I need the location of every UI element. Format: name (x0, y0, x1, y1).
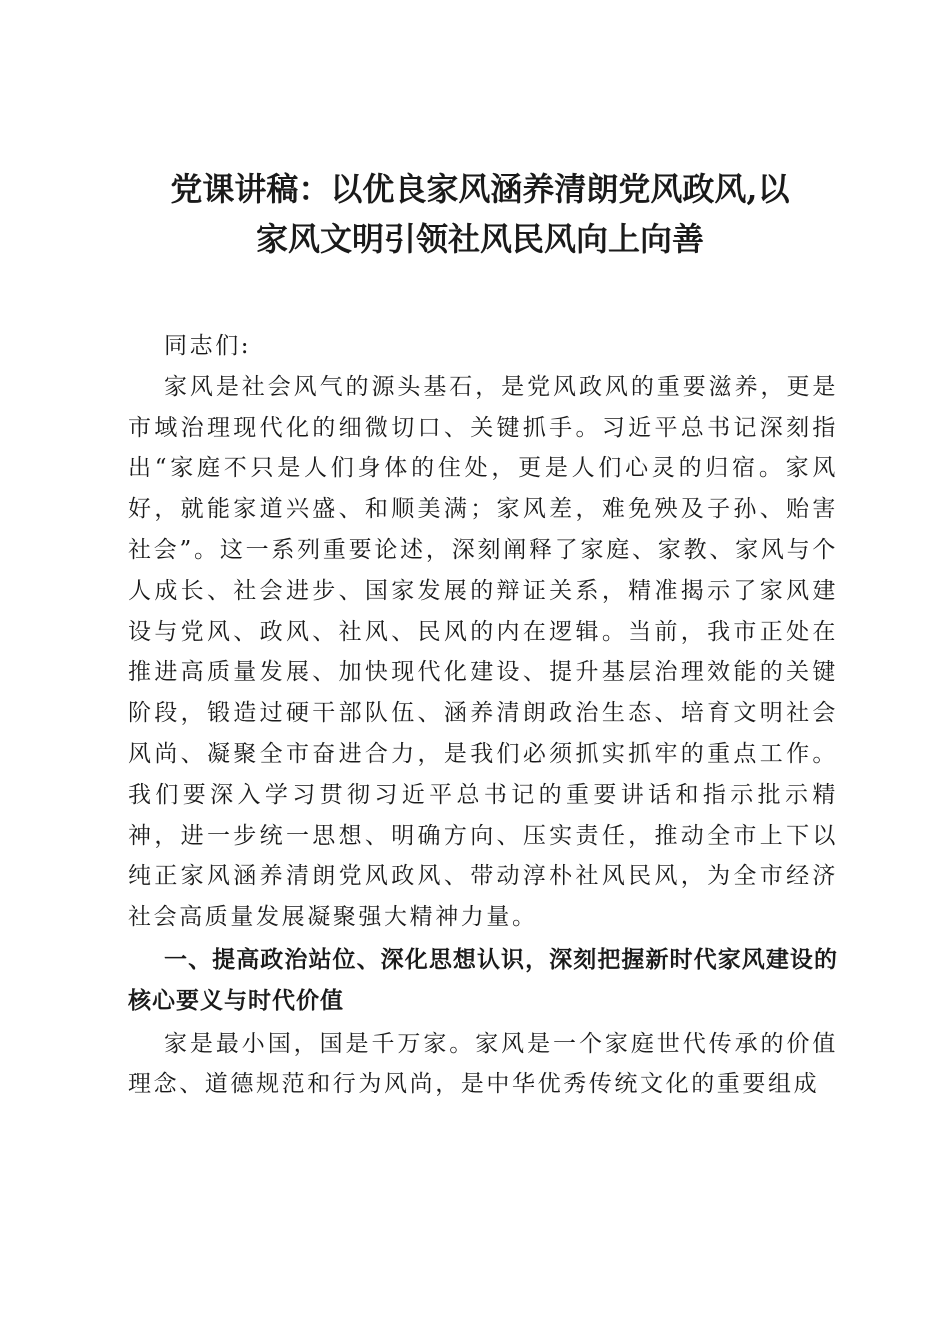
title-line-1: 党课讲稿：以优良家风涵养清朗党风政风,以 (170, 170, 790, 208)
document-body (128, 326, 838, 1105)
salutation: 同志们: (164, 333, 252, 359)
section-heading-1: 一、提高政治站位、深化思想认识，深刻把握新时代家风建设的核心要义与时代价值 (128, 946, 838, 1014)
paragraph-section-1: 家是最小国，国是千万家。家风是一个家庭世代传承的价值理念、道德规范和行为风尚，是中华优秀传统文化的重要组成 (128, 1030, 838, 1098)
document-title (100, 164, 860, 264)
title-line-2: 家风文明引领社风民风向上向善 (255, 220, 704, 258)
paragraph-intro: 家风是社会风气的源头基石，是党风政风的重要滋养，更是市域治理现代化的细微切口、关键抓手。习近平总书记深刻指出“家庭不只是人们身体的住处，更是人们心灵的归宿。家风好，就能家道兴盛、和顺美满；家风差，难免殃及子孙、贻害社会”。这一系列重要论述，深刻阐释了家庭、家教、家风与个人成长、社会进步、国家发展的辩证关系，精准揭示了家风建设与党风、政风、社风、民风的内在逻辑。当前，我市正处在推进高质量发展、加快现代化建设、提升基层治理效能的关键阶段，锻造过硬干部队伍、涵养清朗政治生态、培育文明社会风尚、凝聚全市奋进合力，是我们必须抓实抓牢的重点工作。我们要深入学习贯彻习近平总书记的重要讲话和指示批示精神，进一步统一思想、明确方向、压实责任，推动全市上下以纯正家风涵养清朗党风政风、带动淳朴社风民风，为全市经济社会高质量发展凝聚强大精神力量。 (128, 373, 838, 931)
